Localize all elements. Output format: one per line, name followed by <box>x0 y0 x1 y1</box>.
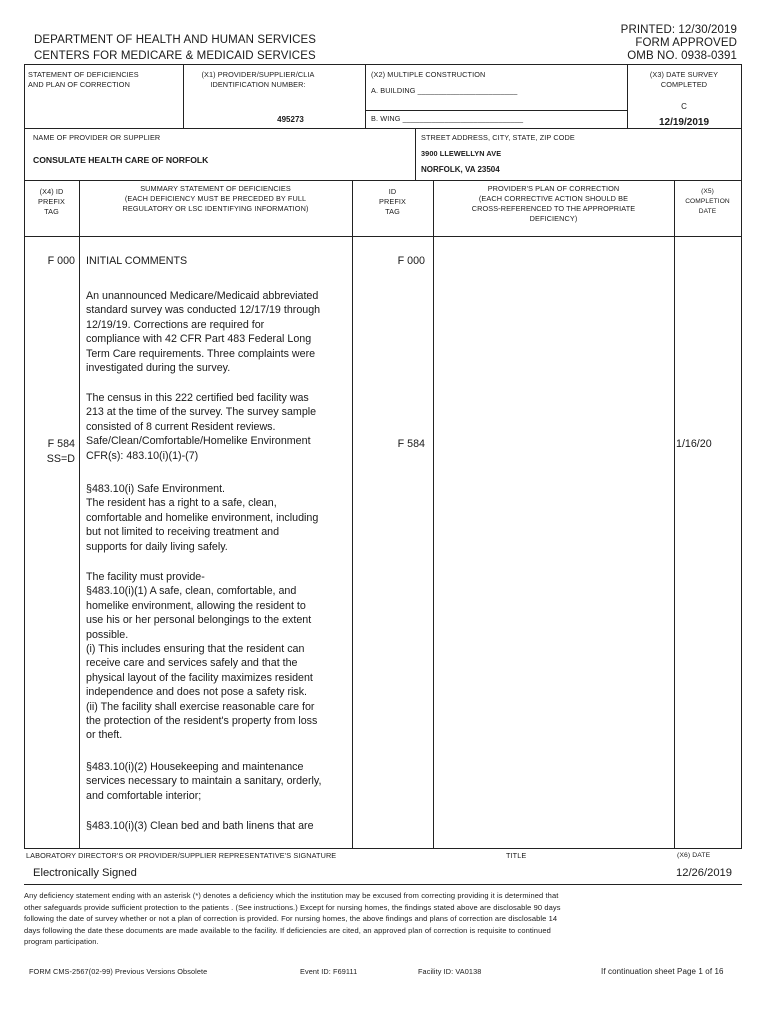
page-indicator: If continuation sheet Page 1 of 16 <box>601 967 724 976</box>
form-approval-block <box>621 24 737 63</box>
id-f000: F 000 <box>397 255 425 267</box>
severity-scope: SS=D <box>46 453 75 465</box>
provider-name: CONSULATE HEALTH CARE OF NORFOLK <box>33 155 209 165</box>
safe-environment-paragraph: §483.10(i) Safe Environment. The resident has a right to a safe, clean, comfortable and homelike environment, including but not limited to receiving treatment and supports for daily living safely. <box>86 483 319 553</box>
event-id: Event ID: F69111 <box>300 967 358 976</box>
statement-label: STATEMENT OF DEFICIENCIES AND PLAN OF CORRECTION <box>28 70 139 89</box>
provider-id-value: 495273 <box>277 115 304 124</box>
survey-date: 12/19/2019 <box>658 117 710 128</box>
form-number: FORM CMS-2567(02-99) Previous Versions Obsolete <box>29 967 208 976</box>
signature-label: LABORATORY DIRECTOR'S OR PROVIDER/SUPPLIER REPRESENTATIVE'S SIGNATURE <box>26 851 337 860</box>
multiple-construction-label: (X2) MULTIPLE CONSTRUCTION <box>371 70 486 79</box>
initial-comments-title: INITIAL COMMENTS <box>86 255 188 267</box>
address-label: STREET ADDRESS, CITY, STATE, ZIP CODE <box>421 133 575 142</box>
signature-value: Electronically Signed <box>33 867 137 879</box>
agency-line-1: DEPARTMENT OF HEALTH AND HUMAN SERVICES <box>34 34 317 46</box>
linens-paragraph: §483.10(i)(3) Clean bed and bath linens that are <box>86 820 314 832</box>
survey-intro-paragraph: An unannounced Medicare/Medicaid abbreviated standard survey was conducted 12/17/19 through 12/19/19. Corrections are required for compliance with 42 CFR Part 483 Federal Long Term Care requirements. Three complaints were investigated during the survey. <box>86 290 321 375</box>
tag-f000: F 000 <box>47 255 75 267</box>
plan-column-header: PROVIDER'S PLAN OF CORRECTION (EACH CORRECTIVE ACTION SHOULD BE CROSS-REFERENCED TO THE APPROPRIATE DEFICIENCY) <box>471 184 636 223</box>
address-line-1: 3900 LLEWELLYN AVE <box>421 149 502 158</box>
facility-must-provide-paragraph: The facility must provide- §483.10(i)(1) A safe, clean, comfortable, and homelike environment, allowing the resident to use his or her personal belongings to the extent possible. (i) This includes ensuring that the resident can receive care and services safely and that the physical layout of the facility maximizes resident independence and does not pose a safety risk. (ii) The facility shall exercise reasonable care for the protection of the resident's property from loss or theft. <box>86 571 318 742</box>
form-approved: FORM APPROVED <box>635 37 737 49</box>
wing-field: B. WING _____________________________ <box>371 114 524 123</box>
agency-line-2: CENTERS FOR MEDICARE & MEDICAID SERVICES <box>34 50 316 62</box>
facility-id: Facility ID: VA0138 <box>418 967 482 976</box>
tag-f584: F 584 <box>47 438 75 450</box>
building-field: A. BUILDING ________________________ <box>371 86 518 95</box>
agency-name <box>34 33 316 63</box>
omb-number: OMB NO. 0938-0391 <box>627 50 737 62</box>
summary-column-header: SUMMARY STATEMENT OF DEFICIENCIES (EACH DEFICIENCY MUST BE PRECEDED BY FULL REGULATORY OR LSC IDENTIFYING INFORMATION) <box>122 184 309 213</box>
x5-column-header: (X5) COMPLETION DATE <box>685 188 730 215</box>
housekeeping-paragraph: §483.10(i)(2) Housekeeping and maintenance services necessary to maintain a sanitary, orderly, and comfortable interior; <box>86 761 322 802</box>
address-line-2: NORFOLK, VA 23504 <box>421 165 500 174</box>
survey-code: C <box>681 102 687 111</box>
survey-date-label: (X3) DATE SURVEY COMPLETED <box>649 70 719 89</box>
x4-column-header: (X4) ID PREFIX TAG <box>38 187 65 216</box>
completion-date: 1/16/20 <box>676 438 712 450</box>
disclaimer: Any deficiency statement ending with an asterisk (*) denotes a deficiency which the institution may be excused from correcting providing it is determined that other safeguards provide sufficient protection to the patients . (See instructions.) Except for nursing homes, the findings stated above are disclosable 90 days following the date of survey whether or not a plan of correction is provided. For nursing homes, the above findings and plans of correction are disclosable 14 days following the date these documents are made available to the facility. If deficiencies are cited, an approved plan of correction is requisite to continued program participation. <box>24 891 561 946</box>
printed-date: PRINTED: 12/30/2019 <box>620 24 737 36</box>
id-column-header: ID PREFIX TAG <box>379 187 406 216</box>
title-label: TITLE <box>506 851 527 860</box>
provider-name-label: NAME OF PROVIDER OR SUPPLIER <box>33 133 161 142</box>
provider-id-label: (X1) PROVIDER/SUPPLIER/CLIA IDENTIFICATION NUMBER: <box>201 70 315 89</box>
signature-date-label: (X6) DATE <box>677 852 711 859</box>
census-paragraph: The census in this 222 certified bed facility was 213 at the time of the survey. The survey sample consisted of 8 current Resident reviews. Safe/Clean/Comfortable/Homelike Environment CFR(s): 483.10(i)(1)-(7) <box>86 392 317 462</box>
id-f584: F 584 <box>397 438 425 450</box>
signature-date: 12/26/2019 <box>676 867 732 879</box>
